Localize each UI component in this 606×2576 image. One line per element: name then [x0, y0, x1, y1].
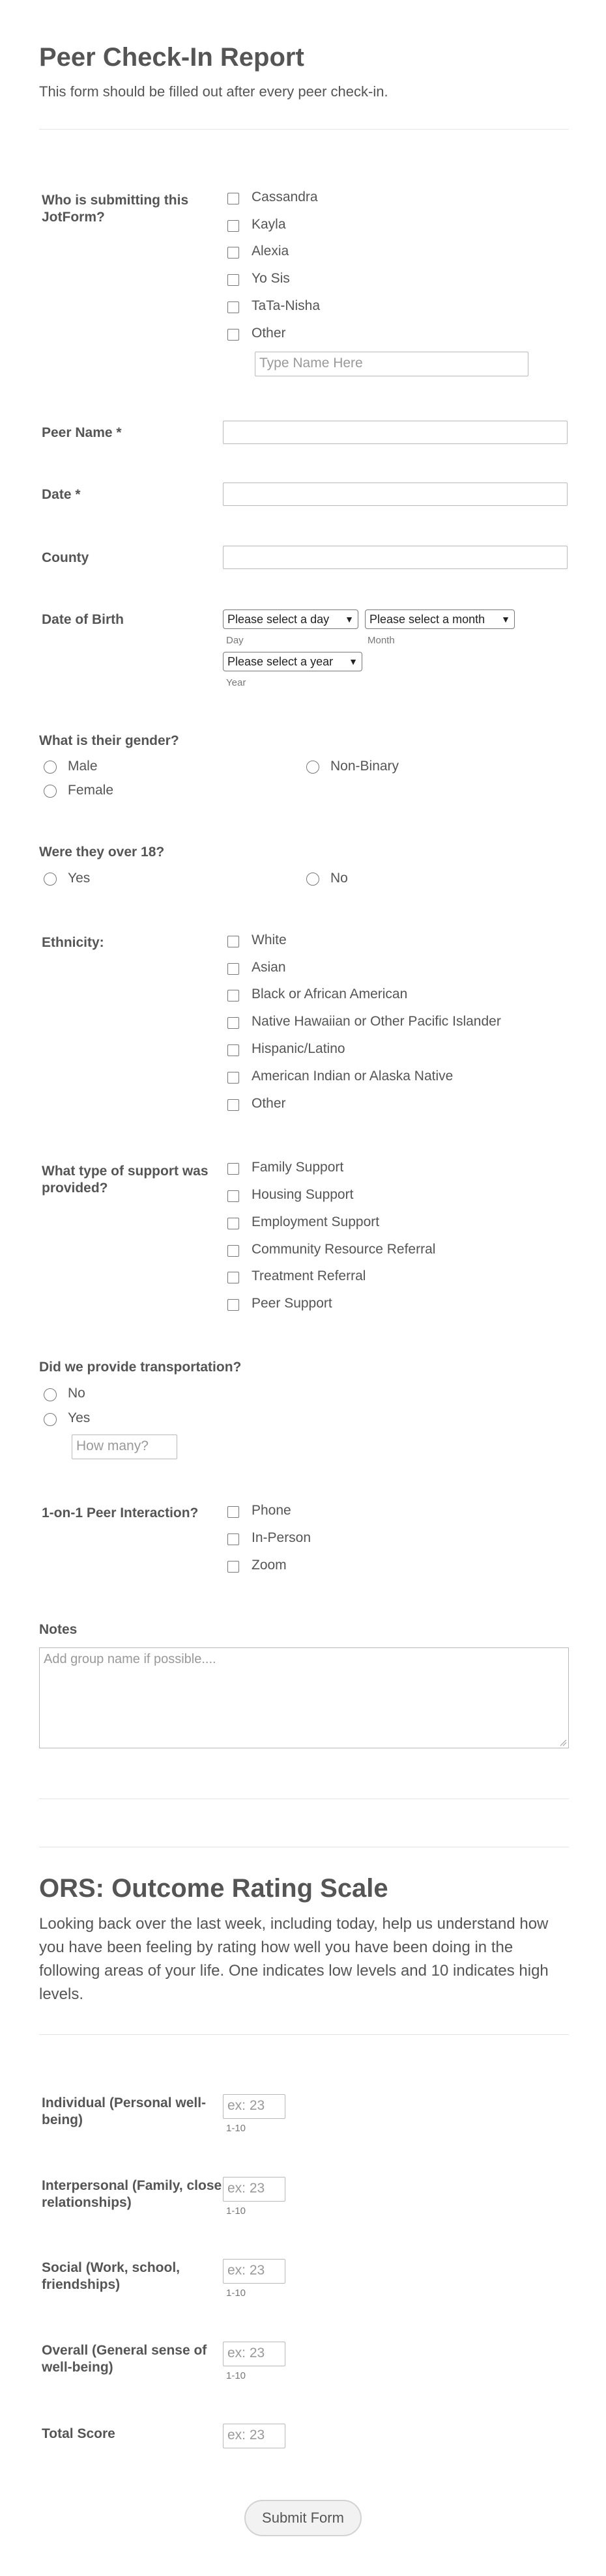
- support-checkbox-family[interactable]: [227, 1163, 239, 1175]
- ors-overall-input[interactable]: [223, 2342, 285, 2366]
- dob-year-select-value: Please select a year: [227, 655, 334, 668]
- submitter-checkbox-tata-nisha[interactable]: [227, 301, 239, 313]
- dob-year-caption: Year: [226, 677, 246, 688]
- resize-handle-icon[interactable]: [559, 1739, 567, 1746]
- support-checkbox-employment[interactable]: [227, 1218, 239, 1229]
- chevron-down-icon: ▼: [501, 614, 510, 624]
- support-option-label: Housing Support: [252, 1187, 354, 1202]
- ethnicity-option-label: White: [252, 932, 287, 947]
- transport-option-label: Yes: [68, 1410, 91, 1425]
- dob-year-select[interactable]: [223, 652, 362, 671]
- dob-day-caption: Day: [226, 635, 244, 646]
- form-title: Peer Check-In Report: [39, 43, 304, 72]
- dob-day-select-value: Please select a day: [227, 613, 330, 626]
- ors-overall-placeholder: ex: 23: [227, 2345, 265, 2360]
- notes-placeholder: Add group name if possible....: [44, 1652, 216, 1666]
- ors-overall-label: Overall (General sense of well-being): [42, 2343, 207, 2375]
- ethnicity-option-label: Other: [252, 1096, 286, 1111]
- ors-individual-hint: 1-10: [226, 2123, 246, 2134]
- notes-textarea[interactable]: [39, 1647, 569, 1748]
- peer-name-label-text: Peer Name: [42, 425, 113, 440]
- gender-option-label: Non-Binary: [330, 759, 399, 774]
- required-mark: *: [116, 425, 122, 440]
- over18-option-label: Yes: [68, 871, 91, 886]
- ethnicity-label: Ethnicity:: [42, 935, 104, 950]
- interaction-checkbox-phone[interactable]: [227, 1506, 239, 1518]
- total-score-input[interactable]: [223, 2424, 285, 2448]
- interaction-option-label: Zoom: [252, 1558, 287, 1573]
- divider: [39, 129, 569, 130]
- divider: [39, 2034, 569, 2035]
- dob-month-select-value: Please select a month: [369, 613, 485, 626]
- ethnicity-checkbox-asian[interactable]: [227, 963, 239, 975]
- ors-interpersonal-label: Interpersonal (Family, close relationships): [42, 2178, 222, 2210]
- submitter-option-label: Other: [252, 326, 286, 341]
- interaction-label: 1-on-1 Peer Interaction?: [42, 1505, 199, 1520]
- gender-radio-male[interactable]: [44, 761, 57, 774]
- peer-name-input[interactable]: [223, 421, 568, 444]
- ethnicity-option-label: Asian: [252, 960, 286, 975]
- total-score-placeholder: ex: 23: [227, 2428, 265, 2443]
- ethnicity-checkbox-white[interactable]: [227, 936, 239, 947]
- form-subtitle: This form should be filled out after every peer check-in.: [39, 83, 388, 100]
- ors-interpersonal-hint: 1-10: [226, 2205, 246, 2217]
- county-input[interactable]: [223, 546, 568, 569]
- ors-title: ORS: Outcome Rating Scale: [39, 1874, 388, 1903]
- required-mark: *: [75, 487, 81, 502]
- ors-social-input[interactable]: [223, 2259, 285, 2284]
- gender-label: What is their gender?: [39, 733, 179, 748]
- peer-name-label: [42, 425, 122, 441]
- ethnicity-checkbox-other[interactable]: [227, 1099, 239, 1111]
- over18-radio-no[interactable]: [306, 873, 319, 886]
- ethnicity-checkbox-american-indian[interactable]: [227, 1072, 239, 1084]
- gender-radio-non-binary[interactable]: [306, 761, 319, 774]
- total-score-label: Total Score: [42, 2426, 115, 2441]
- submitter-checkbox-kayla[interactable]: [227, 220, 239, 232]
- other-name-input[interactable]: [255, 352, 528, 376]
- submitter-checkbox-other[interactable]: [227, 329, 239, 341]
- over18-option-label: No: [330, 871, 348, 886]
- ethnicity-checkbox-hispanic[interactable]: [227, 1044, 239, 1056]
- support-label: What type of support was provided?: [42, 1164, 209, 1196]
- submitter-option-label: Kayla: [252, 217, 286, 232]
- over18-label: Were they over 18?: [39, 845, 165, 860]
- ors-interpersonal-placeholder: ex: 23: [227, 2181, 265, 2196]
- ethnicity-checkbox-black[interactable]: [227, 990, 239, 1001]
- support-checkbox-peer-support[interactable]: [227, 1299, 239, 1311]
- submitter-checkbox-alexia[interactable]: [227, 247, 239, 259]
- interaction-option-label: In-Person: [252, 1530, 311, 1545]
- dob-month-select[interactable]: [365, 609, 515, 629]
- ethnicity-option-label: Native Hawaiian or Other Pacific Islander: [252, 1014, 501, 1029]
- county-label: County: [42, 550, 89, 565]
- ors-social-label: Social (Work, school, friendships): [42, 2260, 180, 2292]
- ors-social-placeholder: ex: 23: [227, 2263, 265, 2278]
- interaction-option-label: Phone: [252, 1503, 291, 1518]
- support-option-label: Family Support: [252, 1160, 344, 1175]
- transport-radio-yes[interactable]: [44, 1413, 57, 1426]
- ethnicity-option-label: Hispanic/Latino: [252, 1041, 345, 1056]
- support-checkbox-housing[interactable]: [227, 1190, 239, 1202]
- date-label: [42, 486, 81, 503]
- support-option-label: Peer Support: [252, 1296, 332, 1311]
- ors-individual-placeholder: ex: 23: [227, 2098, 265, 2113]
- support-checkbox-community-referral[interactable]: [227, 1245, 239, 1257]
- submitter-label: Who is submitting this JotForm?: [42, 193, 189, 225]
- dob-month-caption: Month: [368, 635, 395, 646]
- submitter-option-label: TaTa-Nisha: [252, 298, 321, 313]
- ethnicity-option-label: American Indian or Alaska Native: [252, 1069, 454, 1084]
- date-label-text: Date: [42, 487, 72, 502]
- chevron-down-icon: ▼: [349, 656, 358, 667]
- gender-option-label: Female: [68, 783, 114, 798]
- gender-option-label: Male: [68, 759, 98, 774]
- ethnicity-checkbox-pacific-islander[interactable]: [227, 1017, 239, 1029]
- ors-social-hint: 1-10: [226, 2288, 246, 2299]
- interaction-checkbox-zoom[interactable]: [227, 1561, 239, 1573]
- other-name-placeholder: Type Name Here: [259, 356, 363, 371]
- dob-label: Date of Birth: [42, 612, 124, 627]
- submitter-checkbox-yo-sis[interactable]: [227, 274, 239, 286]
- submit-button[interactable]: Submit Form: [244, 2500, 362, 2536]
- submitter-checkbox-cassandra[interactable]: [227, 193, 239, 204]
- over18-radio-yes[interactable]: [44, 873, 57, 886]
- date-input[interactable]: [223, 483, 568, 506]
- gender-radio-female[interactable]: [44, 785, 57, 798]
- support-checkbox-treatment-referral[interactable]: [227, 1272, 239, 1283]
- support-option-label: Community Resource Referral: [252, 1242, 436, 1257]
- transport-count-input[interactable]: [72, 1435, 177, 1459]
- chevron-down-icon: ▼: [345, 614, 354, 624]
- ors-description: Looking back over the last week, including today, help us understand how you have been feeling by rating how well you have been doing in the following areas of your life. One indicates low levels and 10 indicates high levels.: [39, 1915, 549, 2003]
- notes-label: Notes: [39, 1622, 78, 1637]
- dob-day-select[interactable]: [223, 609, 358, 629]
- ors-interpersonal-input[interactable]: [223, 2177, 285, 2202]
- ors-overall-hint: 1-10: [226, 2370, 246, 2381]
- interaction-checkbox-in-person[interactable]: [227, 1533, 239, 1545]
- submitter-option-label: Alexia: [252, 244, 289, 259]
- transport-option-label: No: [68, 1386, 85, 1401]
- ors-individual-label: Individual (Personal well-being): [42, 2095, 207, 2127]
- transport-radio-no[interactable]: [44, 1388, 57, 1401]
- ethnicity-option-label: Black or African American: [252, 987, 408, 1001]
- ors-individual-input[interactable]: [223, 2094, 285, 2119]
- support-option-label: Treatment Referral: [252, 1268, 366, 1283]
- transport-count-placeholder: How many?: [76, 1438, 149, 1453]
- submitter-option-label: Cassandra: [252, 189, 318, 204]
- transport-label: Did we provide transportation?: [39, 1360, 242, 1375]
- support-option-label: Employment Support: [252, 1214, 380, 1229]
- submitter-option-label: Yo Sis: [252, 271, 290, 286]
